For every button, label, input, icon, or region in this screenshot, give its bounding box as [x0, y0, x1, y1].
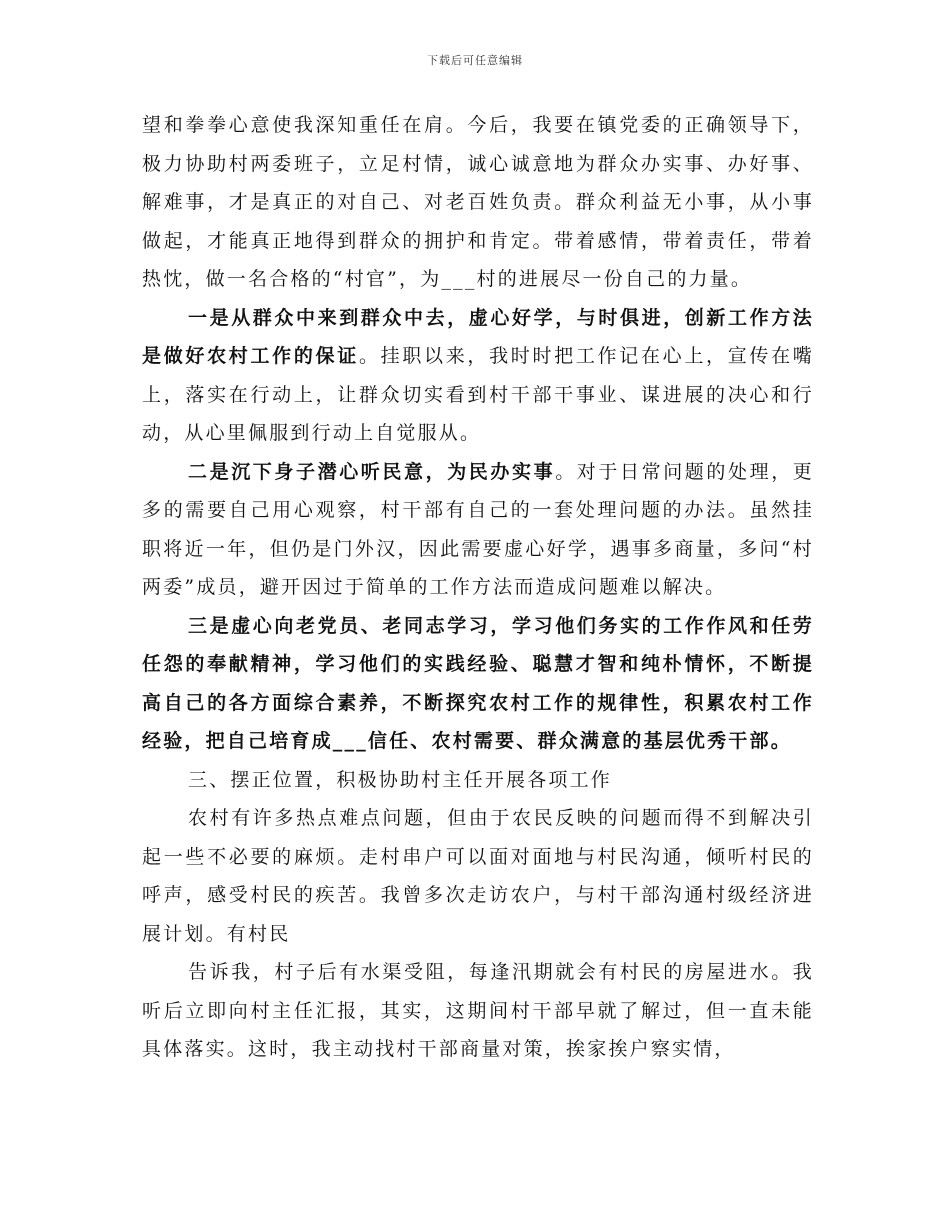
point-two-bold-lead: 二是沉下身子潜心听民意，为民办实事 — [188, 460, 556, 483]
page-header: 下载后可任意编辑 — [427, 54, 523, 67]
paragraph-point-three — [142, 607, 814, 761]
point-two-body: 。对于日常问题的处理，更多的需要自己用心观察，村干部有自己的一套处理问题的办法。虽然挂职将近一年，但仍是门外汉，因此需要虚心好学，遇事多商量，多问“村两委”成员，避开因过于简单的工作方法而造成问题难以解决。 — [142, 460, 814, 598]
paragraph-rural-issues: 农村有许多热点难点问题，但由于农民反映的问题而得不到解决引起一些不必要的麻烦。走村串户可以面对面地与村民沟通，倾听村民的呼声，感受村民的疾苦。我曾多次走访农户，与村干部沟通村级经济进展计划。有村民 — [142, 807, 814, 945]
paragraph-point-one — [142, 299, 814, 453]
paragraph-continuation: 望和拳拳心意使我深知重任在肩。今后，我要在镇党委的正确领导下，极力协助村两委班子，立足村情，诚心诚意地为群众办实事、办好事、解难事，才是真正的对自己、对老百姓负责。群众利益无小事，从小事做起，才能真正地得到群众的拥护和肯定。带着感情，带着责任，带着热忱，做一名合格的“村官”，为___村的进展尽一份自己的力量。 — [142, 114, 814, 290]
paragraph-villager-report: 告诉我，村子后有水渠受阻，每逢汛期就会有村民的房屋进水。我听后立即向村主任汇报，其实，这期间村干部早就了解过，但一直未能具体落实。这时，我主动找村干部商量对策，挨家挨户察实情， — [142, 961, 814, 1060]
section-heading-three: 三、摆正位置，积极协助村主任开展各项工作 — [188, 768, 613, 791]
paragraph-point-two — [142, 453, 814, 607]
point-three-bold: 三是虚心向老党员、老同志学习，学习他们务实的工作作风和任劳任怨的奉献精神，学习他们的实践经验、聪慧才智和纯朴情怀，不断提高自己的各方面综合素养，不断探究农村工作的规律性，积累农村工作经验，把自己培育成___信任、农村需要、群众满意的基层优秀干部。 — [142, 614, 814, 752]
point-one-bold-lead: 一是从群众中来到群众中去，虚心好学，与时俱进，创新工作方法是做好农村工作的保证 — [142, 306, 814, 367]
point-one-body: 。挂职以来，我时时把工作记在心上，宣传在嘴上，落实在行动上，让群众切实看到村干部干事业、谋进展的决心和行动，从心里佩服到行动上自觉服从。 — [142, 345, 814, 444]
document-body — [142, 106, 814, 1069]
